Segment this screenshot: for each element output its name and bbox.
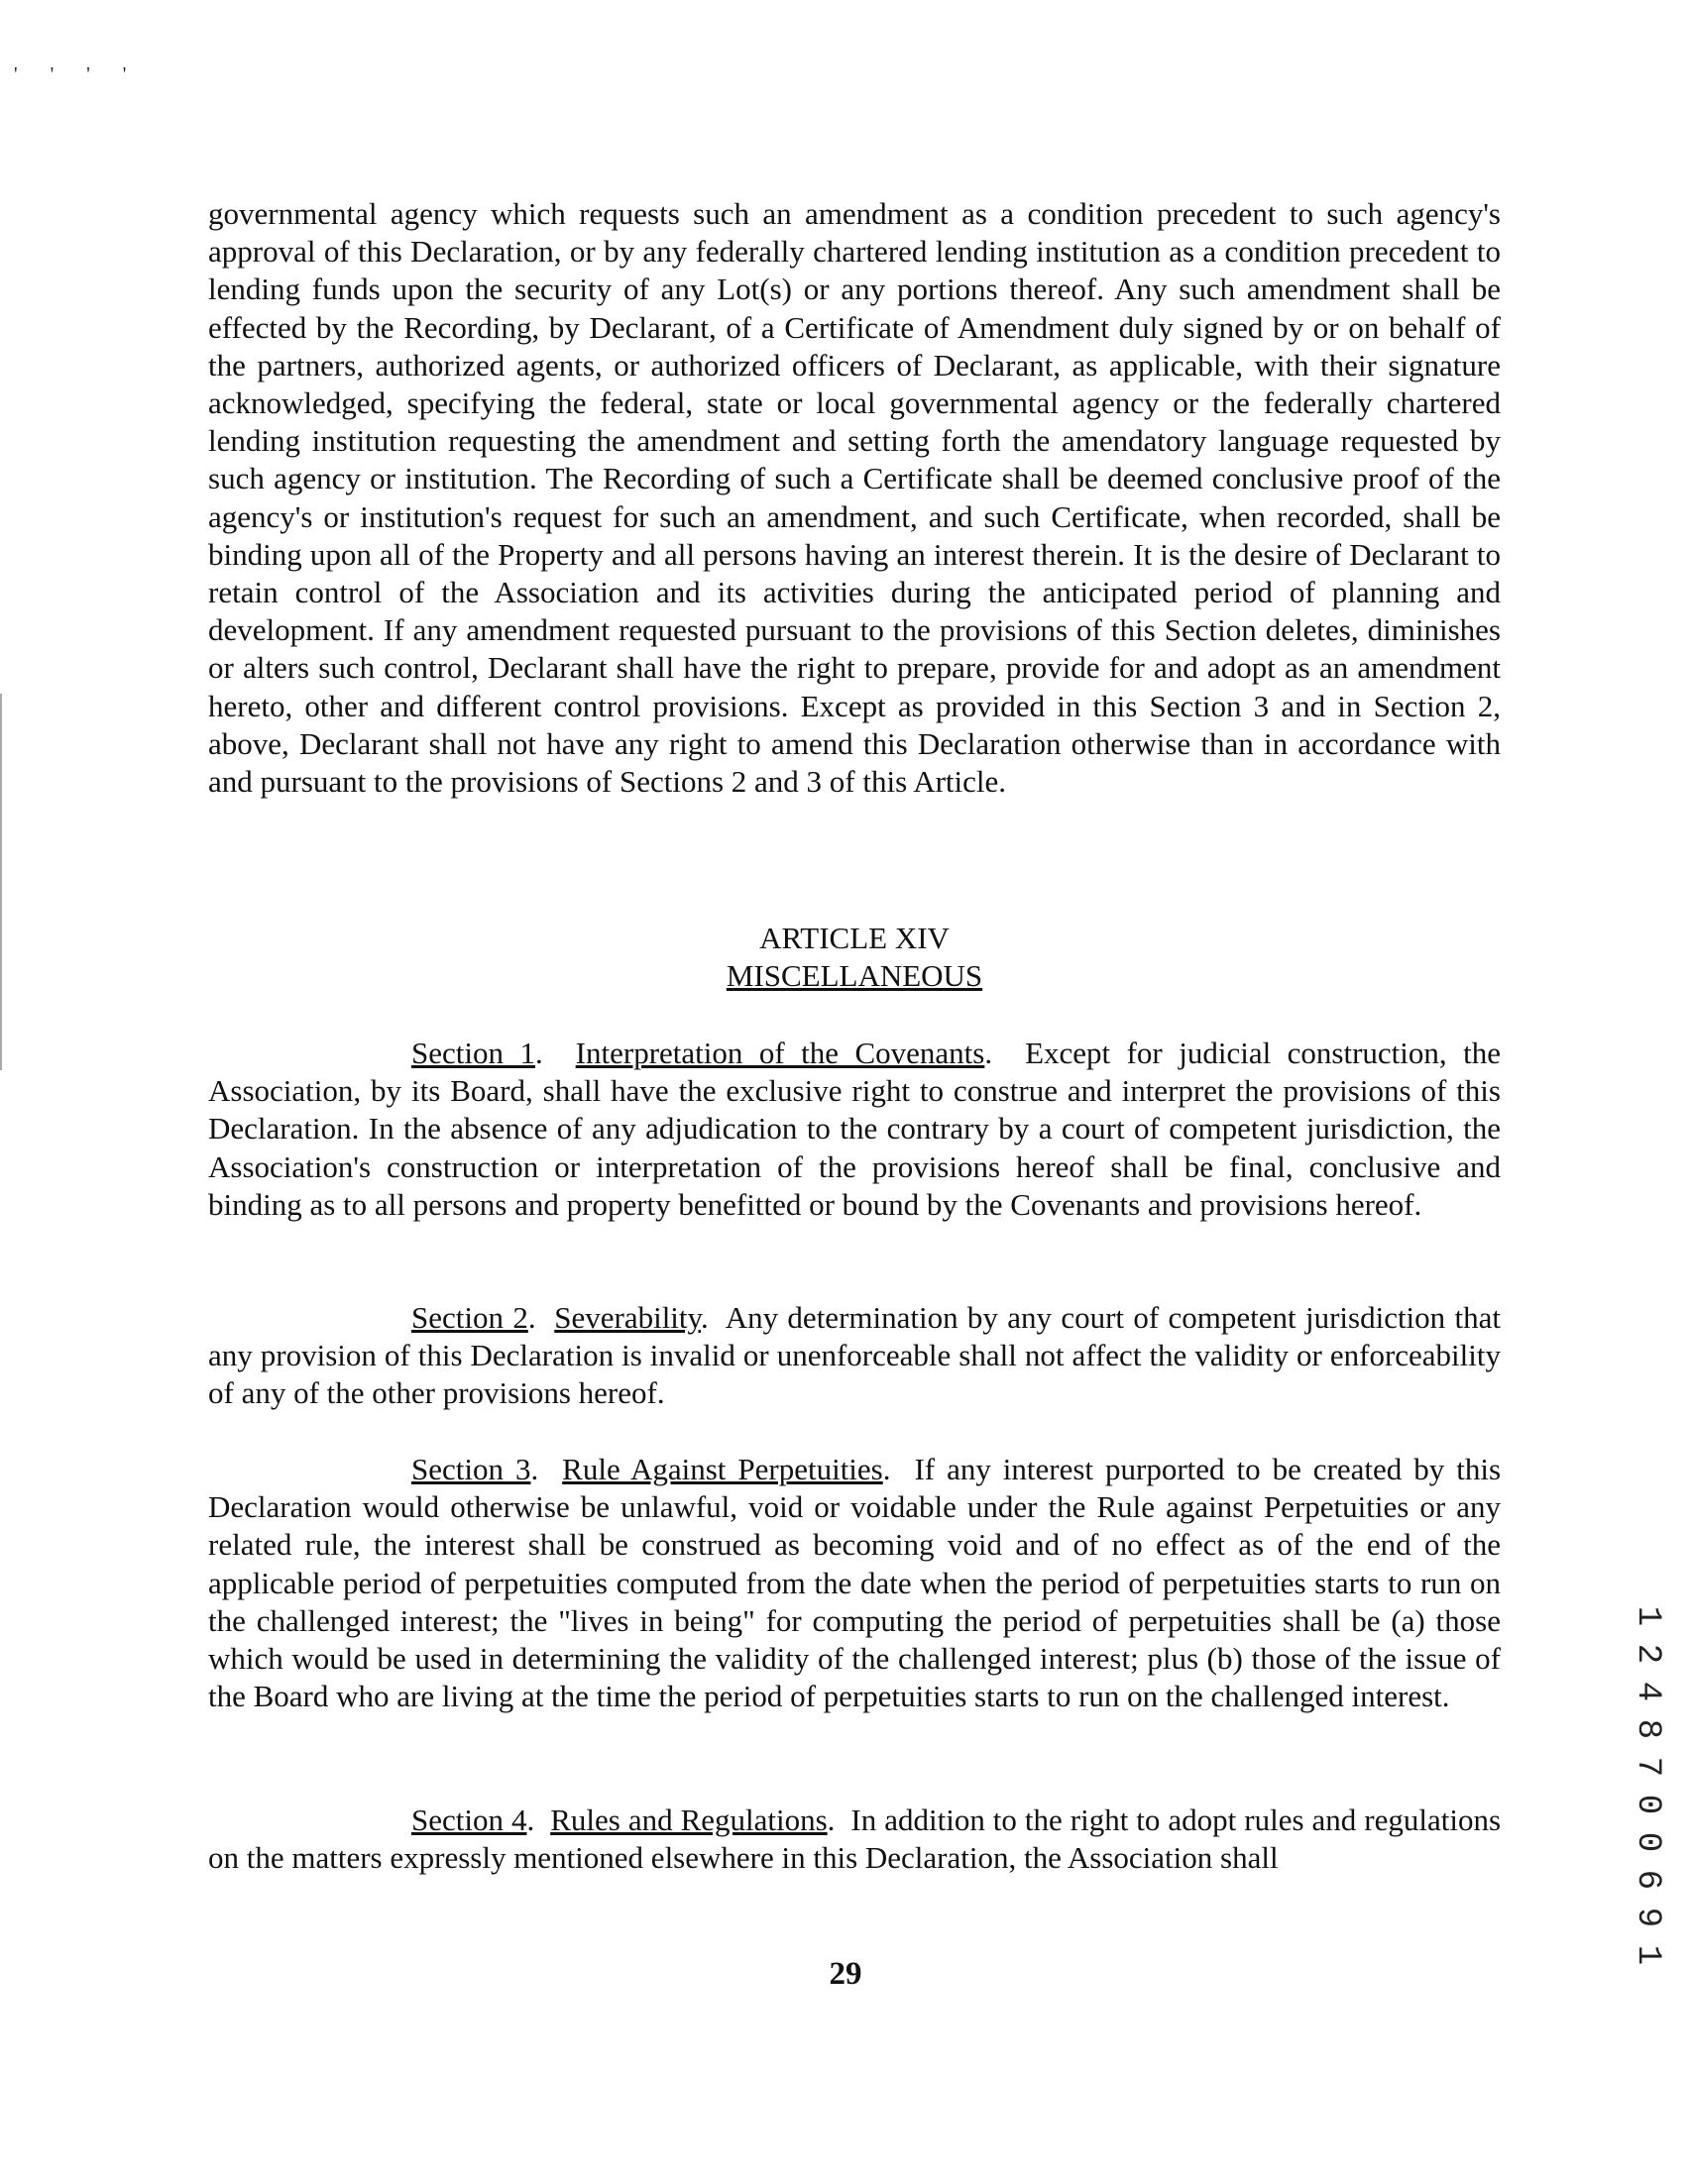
- section-2-text: Any determination by any court of competent jurisdiction that any provision of this Declaration is invalid or unenforceable shall not affect the validity or enforceability of any of the other provisions hereof.: [208, 1300, 1501, 1411]
- section-1-title: Interpretation of the Covenants: [575, 1036, 985, 1070]
- stamp-digit: 6: [1629, 1869, 1666, 1891]
- stamp-digit: 7: [1629, 1756, 1666, 1778]
- section-1-text: Except for judicial construction, the Association, by its Board, shall have the exclusive right to construe and interpret the provisions of this Declaration. In the absence of any adjudication to the contrary by a court of competent jurisdiction, the Association's construction or interpretation of the provisions hereof shall be final, conclusive and binding as to all persons and property benefitted or bound by the Covenants and provisions hereof.: [208, 1036, 1501, 1222]
- section-4: Section 4. Rules and Regulations. In addition to the right to adopt rules and regulations on the matters expressly mentioned elsewhere in this Declaration, the Association shall: [208, 1802, 1502, 1876]
- stamp-digit: 8: [1629, 1718, 1666, 1740]
- page-number: 29: [829, 1956, 862, 1992]
- section-1: Section 1. Interpretation of the Covenants. Except for judicial construction, the Association, by its Board, shall have the exclusive right to construe and interpret the provisions of this Declaration. In the absence of any adjudication to the contrary by a court of competent jurisdiction, the Association's construction or interpretation of the provisions hereof shall be final, conclusive and binding as to all persons and property benefitted or bound by the Covenants and provisions hereof.: [208, 1036, 1501, 1222]
- stamp-digit: 2: [1629, 1643, 1666, 1665]
- section-3: Section 3. Rule Against Perpetuities. If any interest purported to be created by this Declaration would otherwise be unlawful, void or voidable under the Rule against Perpetuities or any related rule, the interest shall be construed as becoming void and of no effect as of the end of the applicable period of perpetuities computed from the date when the period of perpetuities starts to run on the challenged interest; the "lives in being" for computing the period of perpetuities shall be (a) those which would be used in determining the validity of the challenged interest; plus (b) those of the issue of the Board who are living at the time the period of perpetuities starts to run on the challenged interest.: [208, 1452, 1502, 1714]
- article-number: ARTICLE XIV: [759, 921, 950, 955]
- stamp-digit: 9: [1629, 1907, 1666, 1928]
- scan-edge-line: [0, 694, 2, 1070]
- scan-marks: ' ' ' ': [14, 63, 141, 85]
- section-2-title: Severability: [554, 1300, 702, 1335]
- section-4-text: In addition to the right to adopt rules and regulations on the matters expressly mentioned elsewhere in this Declaration, the Association shall: [208, 1802, 1502, 1876]
- stamp-digit: 0: [1629, 1831, 1666, 1853]
- section-3-title: Rule Against Perpetuities: [562, 1452, 883, 1486]
- stamp-digit: 4: [1629, 1681, 1666, 1702]
- section-1-label: Section 1: [411, 1036, 535, 1070]
- section-2-label: Section 2: [411, 1300, 528, 1335]
- stamp-digit: 1: [1629, 1944, 1666, 1966]
- stamp-digit: 0: [1629, 1794, 1666, 1815]
- margin-stamp: [1628, 1597, 1667, 1974]
- section-4-label: Section 4: [411, 1802, 527, 1837]
- section-4-title: Rules and Regulations: [550, 1802, 828, 1837]
- section-3-text: If any interest purported to be created by this Declaration would otherwise be unlawful, void or voidable under the Rule against Perpetuities or any related rule, the interest shall be construed as becoming void and of no effect as of the end of the applicable period of perpetuities computed from the date when the period of perpetuities starts to run on the challenged interest; the "lives in being" for computing the period of perpetuities shall be (a) those which would be used in determining the validity of the challenged interest; plus (b) those of the issue of the Board who are living at the time the period of perpetuities starts to run on the challenged interest.: [208, 1452, 1502, 1714]
- section-3-label: Section 3: [411, 1452, 531, 1486]
- paragraph-continuation: governmental agency which requests such an amendment as a condition precedent to such agency's approval of this Declaration, or by any federally chartered lending institution as a condition precedent to lending funds upon the security of any Lot(s) or any portions thereof. Any such amendment shall be effected by the Recording, by Declarant, of a Certificate of Amendment duly signed by or on behalf of the partners, authorized agents, or authorized officers of Declarant, as applicable, with their signature acknowledged, specifying the federal, state or local governmental agency or the federally chartered lending institution requesting the amendment and setting forth the amendatory language requested by such agency or institution. The Recording of such a Certificate shall be deemed conclusive proof of the agency's or institution's request for such an amendment, and such Certificate, when recorded, shall be binding upon all of the Property and all persons having an interest therein. It is the desire of Declarant to retain control of the Association and its activities during the anticipated period of planning and development. If any amendment requested pursuant to the provisions of this Section deletes, diminishes or alters such control, Declarant shall have the right to prepare, provide for and adopt as an amendment hereto, other and different control provisions. Except as provided in this Section 3 and in Section 2, above, Declarant shall not have any right to amend this Declaration otherwise than in accordance with and pursuant to the provisions of Sections 2 and 3 of this Article.: [208, 196, 1501, 800]
- article-title: MISCELLANEOUS: [726, 958, 983, 993]
- stamp-digit: 1: [1629, 1605, 1666, 1627]
- section-2: Section 2. Severability. Any determination by any court of competent jurisdiction that any provision of this Declaration is invalid or unenforceable shall not affect the validity or enforceability of any of the other provisions hereof.: [208, 1300, 1501, 1411]
